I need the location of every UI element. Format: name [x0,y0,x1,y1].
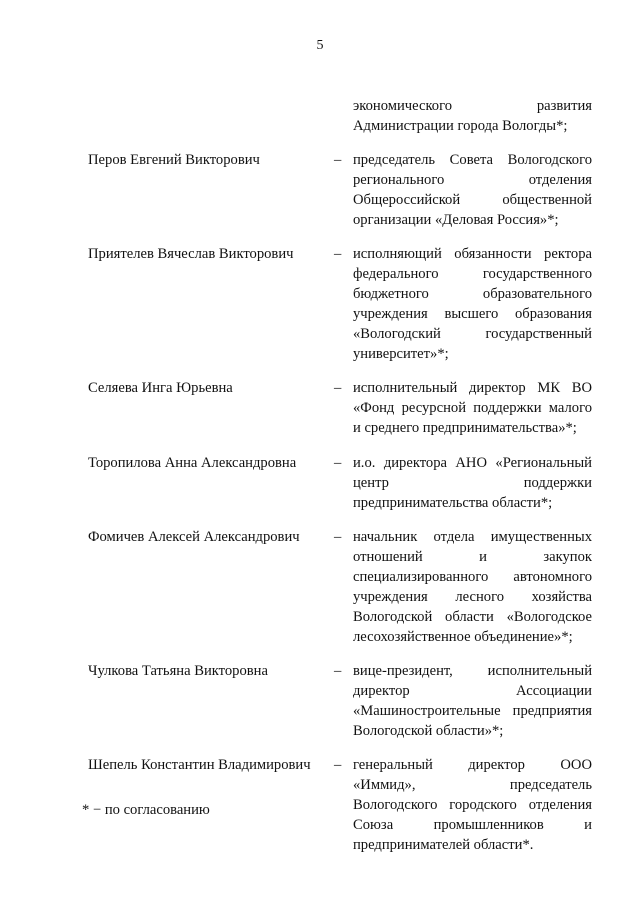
dash-separator: – [334,529,342,545]
member-name: Перов Евгений Викторович [88,152,260,168]
position-line: специализированного автономного [353,569,592,585]
member-entry [88,378,592,438]
position-line: исполняющий обязанности ректора [353,246,592,262]
member-position [353,453,592,513]
member-name: Фомичев Алексей Александрович [88,529,300,545]
member-entry [88,453,592,513]
position-line: Вологодской области «Вологодское [353,609,592,625]
position-line: и.о. директора АНО «Региональный [353,455,592,471]
member-position [353,150,592,230]
position-line: и среднего предпринимательства»*; [353,420,577,436]
position-line: «Машиностроительные предприятия [353,703,592,719]
member-position [353,661,592,741]
page-number: 5 [316,38,324,53]
member-position [353,378,592,438]
position-line: федерального государственного [353,266,592,282]
member-entry [88,527,592,647]
dash-separator: – [334,757,342,773]
position-line: регионального отделения [353,172,592,188]
position-line: председатель Совета Вологодского [353,152,592,168]
dash-separator: – [334,380,342,396]
member-name: Селяева Инга Юрьевна [88,380,233,396]
footnote: * − по согласованию [82,802,210,818]
position-line: учреждения лесного хозяйства [353,589,592,605]
member-name: Приятелев Вячеслав Викторович [88,246,294,262]
position-line: Администрации города Вологды*; [353,118,568,134]
position-line: «Вологодский государственный [353,326,592,342]
member-entry [88,150,592,230]
position-line: экономического развития [353,98,592,114]
position-line: организации «Деловая Россия»*; [353,212,559,228]
dash-separator: – [334,246,342,262]
position-line: вице-президент, исполнительный [353,663,592,679]
member-entry [88,244,592,364]
member-position [353,755,592,855]
dash-separator: – [334,152,342,168]
dash-separator: – [334,663,342,679]
position-line: учреждения высшего образования [353,306,592,322]
member-name: Шепель Константин Владимирович [88,757,311,773]
dash-separator: – [334,455,342,471]
position-line: «Иммид», председатель [353,777,592,793]
member-name: Чулкова Татьяна Викторовна [88,663,268,679]
position-line: Вологодского городского отделения [353,797,592,813]
member-position [353,96,592,136]
member-position [353,244,592,364]
position-line: лесохозяйственное объединение»*; [353,629,573,645]
members-list [88,96,592,855]
position-line: центр поддержки [353,475,592,491]
position-line: начальник отдела имущественных [353,529,592,545]
member-entry [88,661,592,741]
position-line: исполнительный директор МК ВО [353,380,592,396]
member-entry [88,96,592,136]
position-line: Союза промышленников и [353,817,592,833]
position-line: предпринимателей области*. [353,837,534,853]
position-line: генеральный директор ООО [353,757,592,773]
position-line: университет»*; [353,346,449,362]
position-line: предпринимательства области*; [353,495,553,511]
member-name: Торопилова Анна Александровна [88,455,297,471]
position-line: Вологодской области»*; [353,723,504,739]
position-line: бюджетного образовательного [353,286,592,302]
member-position [353,527,592,647]
position-line: Общероссийской общественной [353,192,592,208]
position-line: «Фонд ресурсной поддержки малого [353,400,592,416]
position-line: отношений и закупок [353,549,592,565]
position-line: директор Ассоциации [353,683,592,699]
